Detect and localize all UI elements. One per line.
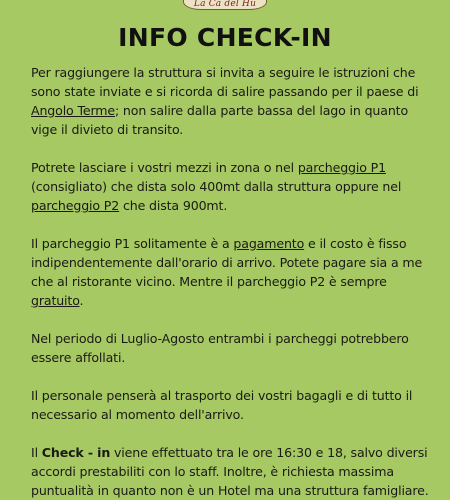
paragraph-parking bbox=[31, 158, 431, 215]
parking-cost-text-end: . bbox=[79, 293, 84, 308]
parking-text-end: che dista 900mt. bbox=[119, 198, 228, 213]
paragraph-summer-notice: Nel periodo di Luglio-Agosto entrambi i parcheggi potrebbero essere affollati. bbox=[31, 331, 409, 365]
page-title: INFO CHECK-IN bbox=[118, 23, 332, 52]
angolo-terme-link[interactable]: Angolo Terme bbox=[31, 103, 115, 118]
parcheggio-p2-link[interactable]: parcheggio P2 bbox=[31, 198, 120, 213]
paragraph-check-in bbox=[31, 443, 431, 500]
paragraph-directions bbox=[31, 63, 431, 139]
info-content bbox=[31, 63, 431, 500]
check-in-text-end: viene effettuato tra le ore 16:30 e 18, salvo diversi accordi prestabiliti con lo staff. Inoltre, è richiesta massima puntualità in quanto non è un Hotel ma una struttura famigliare. bbox=[31, 445, 429, 498]
check-in-bold: Check - in bbox=[41, 445, 111, 460]
directions-text-end: ; non salire dalla parte bassa del lago in quanto vige il divieto di transito. bbox=[31, 103, 409, 137]
logo-badge bbox=[183, 0, 267, 10]
parking-text-start: Potrete lasciare i vostri mezzi in zona o nel bbox=[31, 160, 298, 175]
parcheggio-p1-link[interactable]: parcheggio P1 bbox=[297, 160, 386, 175]
pagamento-text: pagamento bbox=[233, 236, 305, 251]
directions-text-start: Per raggiungere la struttura si invita a seguire le istruzioni che sono state inviate e si ricorda di salire passando per il paese di bbox=[31, 65, 419, 99]
parking-cost-text-start: Il parcheggio P1 solitamente è a bbox=[31, 236, 234, 251]
logo-text: La Ca del Hu bbox=[193, 0, 257, 9]
paragraph-parking-cost bbox=[31, 234, 431, 310]
paragraph-luggage: Il personale penserà al trasporto dei vostri bagagli e di tutto il necessario al momento dell'arrivo. bbox=[31, 388, 413, 422]
gratuito-text: gratuito bbox=[31, 293, 80, 308]
check-in-text-start: Il bbox=[31, 445, 42, 460]
parking-cost-text-middle: e il costo è fisso indipendentemente dall'orario di arrivo. Potete pagare sia a me che al ristorante vicino. Mentre il parcheggio P2 è sempre bbox=[31, 236, 423, 289]
parking-text-middle: (consigliato) che dista solo 400mt dalla struttura oppure nel bbox=[31, 179, 402, 194]
